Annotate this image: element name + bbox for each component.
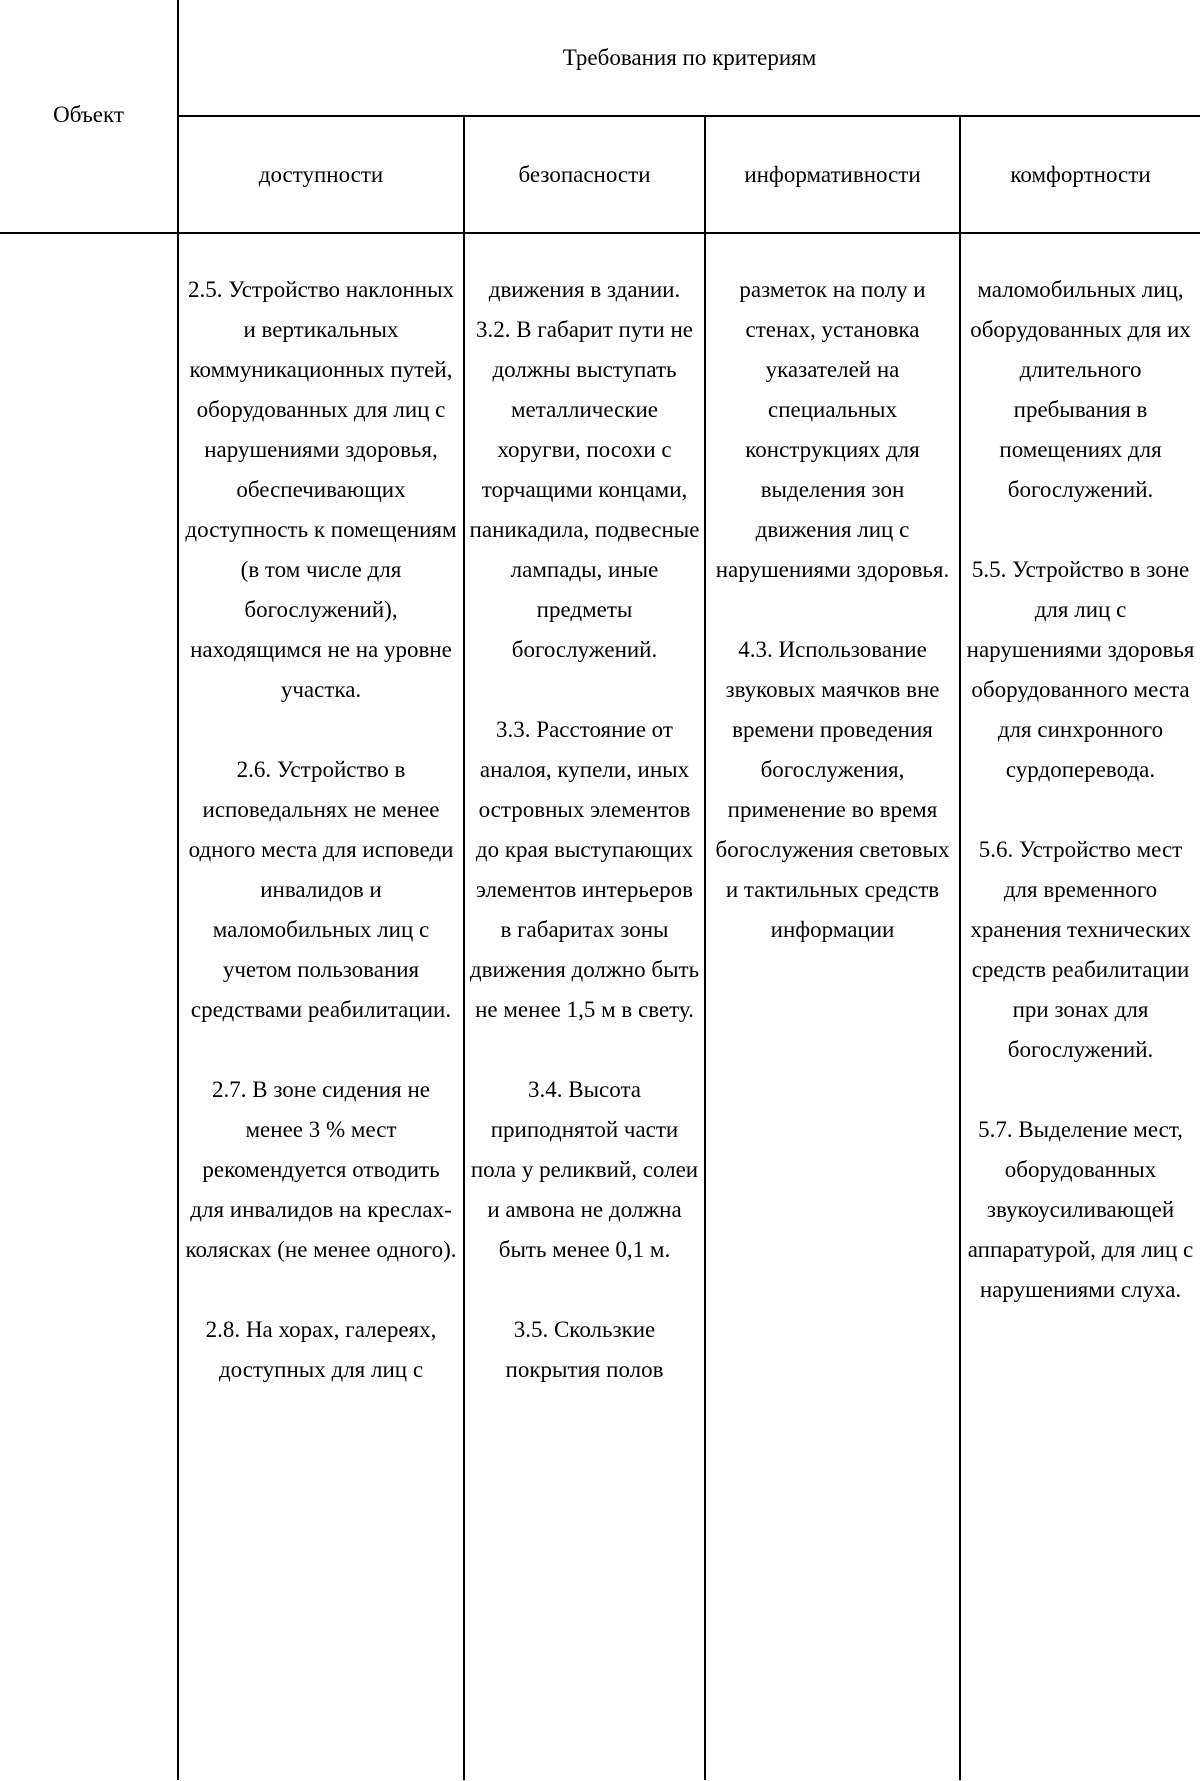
- requirement-2-8: 2.8. На хорах, галереях, доступных для лиц с: [205, 1317, 437, 1382]
- dostupnost-body-cell: [178, 233, 464, 1780]
- requirement-3-3: 3.3. Расстояние от аналоя, купели, иных островных элементов до края выступающих элементов интерьеров в габаритах зоны движения должно быть не менее 1,5 м в свету.: [469, 717, 700, 1022]
- informativnost-text: [706, 234, 959, 950]
- column-header-bezopasnost: безопасности: [464, 116, 705, 233]
- requirement-5-4-continuation: маломобильных лиц, оборудованных для их длительного пребывания в помещениях для богослужений.: [970, 277, 1191, 502]
- criteria-header: Требования по критериям: [562, 44, 817, 70]
- column-header-dostupnost: доступности: [178, 116, 464, 233]
- bezopasnost-body-cell: [464, 233, 705, 1780]
- requirement-2-6: 2.6. Устройство в исповедальнях не менее одного места для исповеди инвалидов и маломобильных лиц с учетом пользования средствами реабилитации.: [188, 757, 454, 1022]
- requirement-4-2-continuation: разметок на полу и стенах, установка указателей на специальных конструкциях для выделения зон движения лиц с нарушениями здоровья.: [715, 277, 950, 582]
- object-body-cell: [0, 233, 178, 1780]
- requirement-2-7: 2.7. В зоне сидения не менее 3 % мест рекомендуется отводить для инвалидов на креслах-колясках (не менее одного).: [185, 1077, 457, 1262]
- requirement-5-7: 5.7. Выделение мест, оборудованных звукоусиливающей аппаратурой, для лиц с нарушениями слуха.: [967, 1117, 1194, 1302]
- criteria-header-cell: [178, 0, 1200, 116]
- requirement-2-5: 2.5. Устройство наклонных и вертикальных коммуникационных путей, оборудованных для лиц с нарушениями здоровья, обеспечивающих доступность к помещениям (в том числе для богослужений), находящимся не на уровне участка.: [185, 277, 457, 702]
- requirement-3-4: 3.4. Высота приподнятой части пола у реликвий, солеи и амвона не должна быть менее 0,1 м.: [470, 1077, 699, 1262]
- komfortnost-body-cell: [960, 233, 1200, 1780]
- informativnost-body-cell: [705, 233, 960, 1780]
- object-body-text: [0, 234, 177, 270]
- object-header: Объект: [53, 101, 124, 127]
- column-header-informativnost: информативности: [705, 116, 960, 233]
- komfortnost-text: [961, 234, 1200, 1310]
- requirement-3-2: 3.2. В габарит пути не должны выступать металлические хоругви, посохи с торчащими концами, паникадила, подвесные лампады, иные предметы богослужений.: [469, 317, 700, 662]
- requirement-5-6: 5.6. Устройство мест для временного хранения технических средств реабилитации при зонах для богослужений.: [970, 837, 1191, 1062]
- column-header-komfortnost: комфортности: [960, 116, 1200, 233]
- bezopasnost-text: [465, 234, 704, 1390]
- requirement-3-5: 3.5. Скользкие покрытия полов: [505, 1317, 664, 1382]
- requirement-4-3: 4.3. Использование звуковых маячков вне времени проведения богослужения, применение во время богослужения световых и тактильных средств информации: [715, 637, 950, 942]
- dostupnost-text: [179, 234, 463, 1390]
- requirement-3-1-continuation: движения в здании.: [488, 277, 681, 302]
- object-header-cell: [0, 0, 178, 233]
- requirement-5-5: 5.5. Устройство в зоне для лиц с нарушениями здоровья оборудованного места для синхронного сурдоперевода.: [966, 557, 1195, 782]
